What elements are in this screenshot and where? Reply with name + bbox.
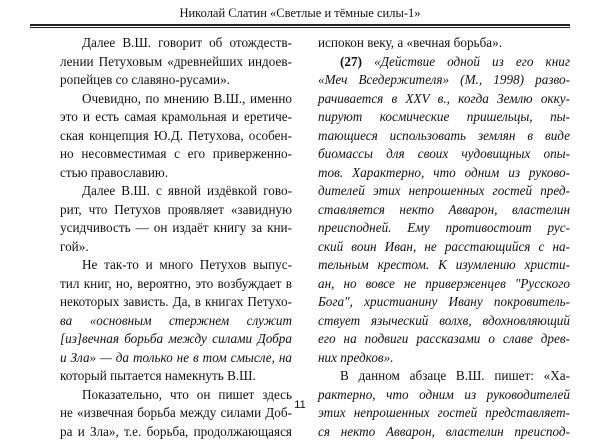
text-line: Не так-то и много Петухов выпус-: [60, 256, 292, 275]
text-line: тил книг, но, вероятно, это возбуждает в: [60, 275, 292, 294]
text-line: рит, что Петухов проявляет «завидную: [60, 201, 292, 220]
text-line: рактерно, что одним из руководителей: [318, 386, 570, 405]
text-line: Далее В.Ш. с явной издёвкой гово-: [60, 182, 292, 201]
text-line: пируют космические пришельцы, пы-: [318, 108, 570, 127]
text-line: ан, но вовсе не приверженцев "Русского: [318, 275, 570, 294]
text-line: ропейцев со славяно-русами».: [60, 71, 292, 90]
header-rule-thick: [30, 24, 570, 26]
text-line: Бога", христианину Ивану покровитель-: [318, 293, 570, 312]
text-line: и Зла» — да только не в том смысле, на: [60, 349, 292, 368]
text-line: тающиеся использовать землян в виде: [318, 127, 570, 146]
text-line: рачивается в XXV в., когда Землю окку-: [318, 90, 570, 109]
text-line: ся некто Авварон, властелин преиспод-: [318, 423, 570, 441]
text-line: Показательно, что он пишет здесь: [60, 386, 292, 405]
page-number: 11: [0, 399, 600, 411]
text-line: который пытается намекнуть В.Ш.: [60, 367, 292, 386]
text-line: ствует языческий волхв, вдохновляющий: [318, 312, 570, 331]
text-line: тельным крестом. К изумлению христи-: [318, 256, 570, 275]
text-line: (27) «Действие одной из его книг: [318, 53, 570, 72]
text-line: В данном абзаце В.Ш. пишет: «Ха-: [318, 367, 570, 386]
left-text-column: [60, 34, 292, 441]
text-line: Очевидно, по мнению В.Ш., именно: [60, 90, 292, 109]
paragraph-number: (27): [340, 54, 362, 69]
text-line: стью православию.: [60, 164, 292, 183]
text-line: «Меч Вседержителя» (М., 1998) разво-: [318, 71, 570, 90]
text-line: ставляется некто Авварон, властелин: [318, 201, 570, 220]
text-line: Далее В.Ш. говорит об отождеств-: [60, 34, 292, 53]
text-line: тов. Характерно, что одним из руково-: [318, 164, 570, 183]
text-line: [из]вечная борьба между силами Добра: [60, 330, 292, 349]
text-line: усидчивость — он издаёт книгу за кни-: [60, 219, 292, 238]
text-line: биомассы для своих чудовищных опы-: [318, 145, 570, 164]
text-line: не «извечная борьба между силами Доб-: [60, 404, 292, 423]
right-text-column: [318, 34, 570, 441]
text-line: дителей этих непрошенных гостей пред-: [318, 182, 570, 201]
text-line: преисподней. Ему противостоит рус-: [318, 219, 570, 238]
text-line: это и есть самая крамольная и еретиче-: [60, 108, 292, 127]
text-line: но несовместимая с его приверженно-: [60, 145, 292, 164]
text-line: испокон веку, а «вечная борьба».: [318, 34, 570, 53]
text-line: этих непрошенных гостей представляет-: [318, 404, 570, 423]
text-line: ский воин Иван, не расстающийся с на-: [318, 238, 570, 257]
text-line: гой».: [60, 238, 292, 257]
running-header: Николай Слатин «Светлые и тёмные силы-1»: [30, 4, 570, 23]
text-line: ра и Зла», т.е. борьба, продолжающаяся: [60, 423, 292, 441]
text-line: его на подвиги рассказами о славе древ-: [318, 330, 570, 349]
text-line: некоторых зависть. Да, в книгах Петухо-: [60, 293, 292, 312]
text-line: ская концепция Ю.Д. Петухова, особен-: [60, 127, 292, 146]
header-rule-thin: [30, 27, 570, 28]
text-line: ва «основным стержнем служит: [60, 312, 292, 331]
text-line: них предков».: [318, 349, 570, 368]
text-line: лении Петуховым «древнейших индоев-: [60, 53, 292, 72]
